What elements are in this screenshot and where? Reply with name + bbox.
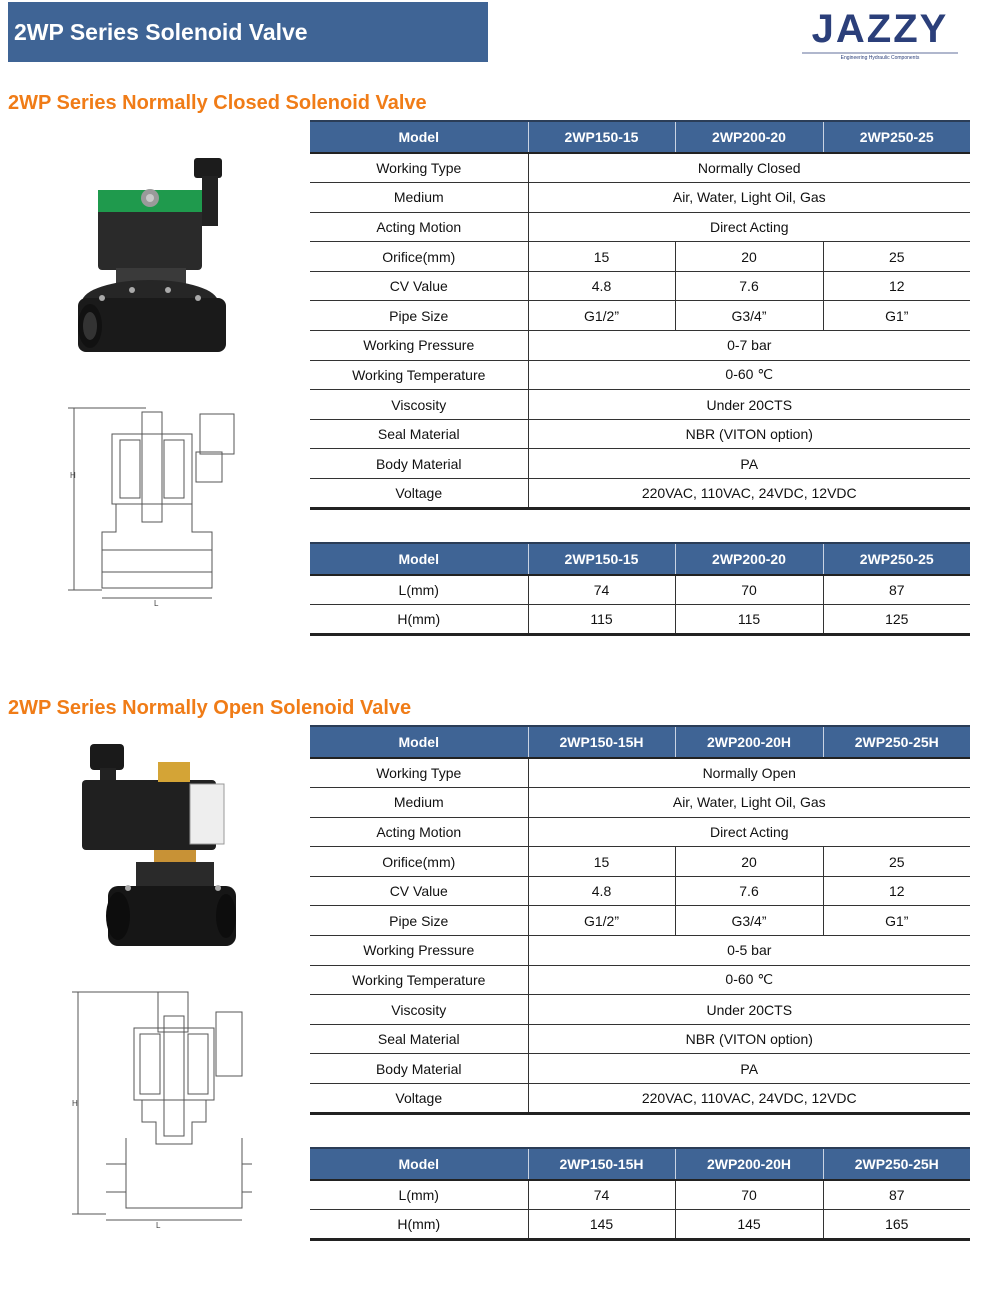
- cell: 20: [675, 242, 823, 272]
- table-row: [310, 153, 970, 183]
- row-label: Medium: [310, 183, 528, 213]
- cell: 4.8: [528, 271, 675, 301]
- jazzy-logo: [800, 4, 960, 64]
- row-label: Pipe Size: [310, 906, 528, 936]
- cell: NBR (VITON option): [528, 419, 970, 449]
- row-label: Orifice(mm): [310, 847, 528, 877]
- cell: 220VAC, 110VAC, 24VDC, 12VDC: [528, 1084, 970, 1114]
- cell: 145: [675, 1210, 823, 1240]
- column-header: 2WP150-15H: [528, 1148, 675, 1180]
- cell: G1/2”: [528, 906, 675, 936]
- cell: Under 20CTS: [528, 390, 970, 420]
- row-label: Seal Material: [310, 1024, 528, 1054]
- row-label: Working Pressure: [310, 936, 528, 966]
- cell: PA: [528, 449, 970, 479]
- column-header: Model: [310, 1148, 528, 1180]
- no-dimension-table: [310, 1147, 970, 1241]
- row-label: Seal Material: [310, 419, 528, 449]
- row-label: Working Pressure: [310, 331, 528, 361]
- table-row: [310, 817, 970, 847]
- cell: 12: [823, 876, 970, 906]
- row-label: CV Value: [310, 271, 528, 301]
- row-label: Working Temperature: [310, 360, 528, 390]
- column-header: 2WP150-15: [528, 121, 675, 153]
- cell: 7.6: [675, 876, 823, 906]
- cell: 115: [528, 605, 675, 635]
- no-drawing-l-label: L: [156, 1221, 161, 1228]
- row-label: Orifice(mm): [310, 242, 528, 272]
- cell: 70: [675, 1180, 823, 1210]
- cell: 70: [675, 575, 823, 605]
- no-heading: 2WP Series Normally Open Solenoid Valve: [8, 697, 412, 719]
- row-label: Body Material: [310, 449, 528, 479]
- table-row: [310, 936, 970, 966]
- cell: Normally Open: [528, 758, 970, 788]
- cell: 220VAC, 110VAC, 24VDC, 12VDC: [528, 479, 970, 509]
- cell: 0-7 bar: [528, 331, 970, 361]
- cell: G1”: [823, 301, 970, 331]
- cell: Under 20CTS: [528, 995, 970, 1025]
- row-label: Pipe Size: [310, 301, 528, 331]
- no-valve-photo: [78, 740, 248, 960]
- cell: Air, Water, Light Oil, Gas: [528, 183, 970, 213]
- column-header: 2WP200-20: [675, 543, 823, 575]
- nc-valve-photo: [72, 150, 232, 370]
- row-label: Voltage: [310, 479, 528, 509]
- table-row: [310, 479, 970, 509]
- table-row: [310, 1180, 970, 1210]
- column-header: 2WP200-20H: [675, 726, 823, 758]
- cell: 145: [528, 1210, 675, 1240]
- cell: 25: [823, 242, 970, 272]
- nc-heading: 2WP Series Normally Closed Solenoid Valve: [8, 92, 427, 114]
- cell: Normally Closed: [528, 153, 970, 183]
- row-label: H(mm): [310, 1210, 528, 1240]
- table-row: [310, 331, 970, 361]
- no-drawing-h-label: H: [72, 1099, 78, 1108]
- row-label: Voltage: [310, 1084, 528, 1114]
- table-header-row: [310, 121, 970, 153]
- cell: 15: [528, 242, 675, 272]
- cell: 165: [823, 1210, 970, 1240]
- page-title-banner: [8, 2, 488, 62]
- table-row: [310, 758, 970, 788]
- table-row: [310, 1024, 970, 1054]
- table-row: [310, 995, 970, 1025]
- cell: NBR (VITON option): [528, 1024, 970, 1054]
- table-row: [310, 847, 970, 877]
- cell: 4.8: [528, 876, 675, 906]
- column-header: Model: [310, 543, 528, 575]
- row-label: Viscosity: [310, 995, 528, 1025]
- brand-tagline: Engineering Hydraulic Components: [840, 55, 920, 61]
- table-row: [310, 1210, 970, 1240]
- column-header: 2WP200-20H: [675, 1148, 823, 1180]
- column-header: Model: [310, 726, 528, 758]
- table-header-row: [310, 543, 970, 575]
- cell: 15: [528, 847, 675, 877]
- table-row: [310, 183, 970, 213]
- table-row: [310, 605, 970, 635]
- cell: 87: [823, 1180, 970, 1210]
- brand-name: JAZZY: [811, 7, 949, 51]
- row-label: Medium: [310, 788, 528, 818]
- table-row: [310, 1084, 970, 1114]
- cell: 0-60 ℃: [528, 965, 970, 995]
- cell: 74: [528, 575, 675, 605]
- table-row: [310, 965, 970, 995]
- table-row: [310, 242, 970, 272]
- cell: PA: [528, 1054, 970, 1084]
- nc-drawing-h-label: H: [70, 471, 76, 480]
- cell: 12: [823, 271, 970, 301]
- table-row: [310, 301, 970, 331]
- cell: 74: [528, 1180, 675, 1210]
- cell: 115: [675, 605, 823, 635]
- row-label: Acting Motion: [310, 817, 528, 847]
- cell: 125: [823, 605, 970, 635]
- row-label: L(mm): [310, 1180, 528, 1210]
- cell: Direct Acting: [528, 817, 970, 847]
- cell: G1/2”: [528, 301, 675, 331]
- table-row: [310, 271, 970, 301]
- cell: G1”: [823, 906, 970, 936]
- page-title: 2WP Series Solenoid Valve: [14, 18, 308, 45]
- no-spec-table: [310, 725, 970, 1115]
- table-header-row: [310, 726, 970, 758]
- row-label: Body Material: [310, 1054, 528, 1084]
- table-row: [310, 390, 970, 420]
- column-header: Model: [310, 121, 528, 153]
- row-label: Viscosity: [310, 390, 528, 420]
- column-header: 2WP250-25H: [823, 1148, 970, 1180]
- row-label: Working Type: [310, 758, 528, 788]
- cell: G3/4”: [675, 906, 823, 936]
- table-row: [310, 212, 970, 242]
- cell: 20: [675, 847, 823, 877]
- table-row: [310, 788, 970, 818]
- column-header: 2WP150-15H: [528, 726, 675, 758]
- nc-spec-table: [310, 120, 970, 510]
- column-header: 2WP150-15: [528, 543, 675, 575]
- cell: 87: [823, 575, 970, 605]
- row-label: Working Type: [310, 153, 528, 183]
- cell: 0-5 bar: [528, 936, 970, 966]
- table-row: [310, 575, 970, 605]
- row-label: L(mm): [310, 575, 528, 605]
- column-header: 2WP250-25H: [823, 726, 970, 758]
- cell: 7.6: [675, 271, 823, 301]
- table-row: [310, 419, 970, 449]
- row-label: Acting Motion: [310, 212, 528, 242]
- column-header: 2WP250-25: [823, 543, 970, 575]
- table-header-row: [310, 1148, 970, 1180]
- table-row: [310, 360, 970, 390]
- table-row: [310, 876, 970, 906]
- nc-drawing-l-label: L: [154, 599, 159, 608]
- cell: 25: [823, 847, 970, 877]
- nc-dimension-table: [310, 542, 970, 636]
- cell: Direct Acting: [528, 212, 970, 242]
- row-label: CV Value: [310, 876, 528, 906]
- table-row: [310, 906, 970, 936]
- row-label: Working Temperature: [310, 965, 528, 995]
- cell: Air, Water, Light Oil, Gas: [528, 788, 970, 818]
- no-valve-drawing: [66, 988, 256, 1228]
- table-row: [310, 1054, 970, 1084]
- column-header: 2WP200-20: [675, 121, 823, 153]
- table-row: [310, 449, 970, 479]
- cell: G3/4”: [675, 301, 823, 331]
- nc-valve-drawing: [62, 404, 252, 614]
- row-label: H(mm): [310, 605, 528, 635]
- column-header: 2WP250-25: [823, 121, 970, 153]
- cell: 0-60 ℃: [528, 360, 970, 390]
